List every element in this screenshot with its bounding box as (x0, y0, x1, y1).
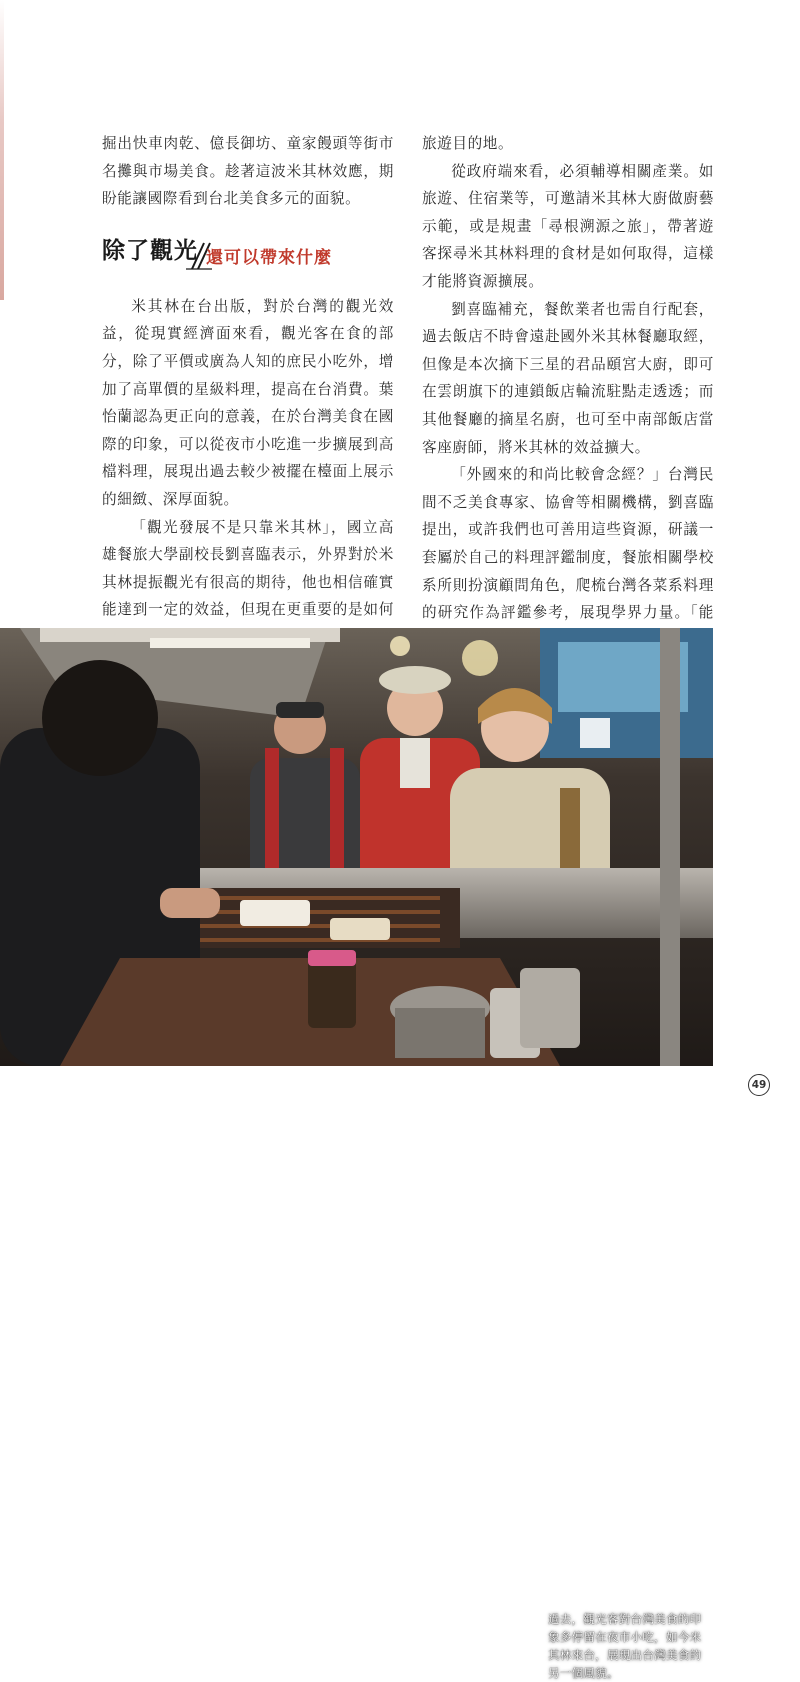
continued-text: 旅遊目的地。 (422, 135, 514, 152)
section-heading (102, 235, 394, 283)
left-column (102, 130, 394, 679)
right-column (422, 130, 714, 654)
body-paragraph: 米其林在台出版，對於台灣的觀光效益，從現實經濟面來看，觀光客在食的部分，除了平價或廣為人知的庶民小吃外，增加了高單價的星級料理，提高在台消費。葉怡蘭認為更正向的意義，在於台灣美食在國際的印象，可以從夜市小吃進一步擴展到高檔料理，展現出過去較少被擺在檯面上展示的細緻、深厚面貌。 (102, 297, 394, 508)
body-paragraph (422, 461, 714, 654)
page-number: 49 (748, 1074, 770, 1096)
page-edge-marker (0, 0, 4, 300)
body-paragraph: 「觀光發展不是只靠米其林」，國立高雄餐旅大學副校長劉喜臨表示，外界對於米其林提振觀光有很高的期待，他也相信確實能達到一定的效益，但現在更重要的是如何 (102, 518, 394, 619)
section-heading-main: 除了觀光 (102, 236, 198, 264)
section-heading-sub: 還可以帶來什麼 (206, 247, 332, 268)
night-market-scene (0, 628, 713, 1066)
night-market-photo (0, 628, 713, 1680)
body-paragraph: 劉喜臨補充，餐飲業者也需自行配套，過去飯店不時會遠赴國外米其林餐廳取經，但像是本次摘下三星的君品頤宮大廚，即可在雲朗旗下的連鎖飯店輪流駐點走透透；而其他餐廳的摘星名廚，也可至中南部飯店當客座廚師，將米其林的效益擴大。 (422, 300, 714, 456)
photo-caption: 過去，觀光客對台灣美食的印象多停留在夜市小吃，如今米其林來台，展現出台灣美食的另一個風貌。 (548, 1612, 702, 1680)
closing-paragraph-text: 「外國來的和尚比較會念經？」台灣民間不乏美食專家、協會等相關機構，劉喜臨提出，或許我們也可善用這些資源，研議一套屬於自己的料理評鑑制度，餐旅相關學校系所則扮演顧問角色，爬梳台灣各菜系料理的研究作為評鑑參考，展現學界力量。「能 (422, 466, 714, 622)
intro-paragraph: 掘出快車肉乾、億長御坊、童家饅頭等街市名攤與市場美食。趁著這波米其林效應，期盼能讓國際看到台北美食多元的面貌。 (102, 135, 394, 208)
body-paragraph: 從政府端來看，必須輔導相關產業。如旅遊、住宿業等，可邀請米其林大廚做廚藝示範，或是規畫「尋根溯源之旅」，帶著遊客探尋米其林料理的食材是如何取得，這樣才能將資源擴展。 (422, 162, 714, 290)
